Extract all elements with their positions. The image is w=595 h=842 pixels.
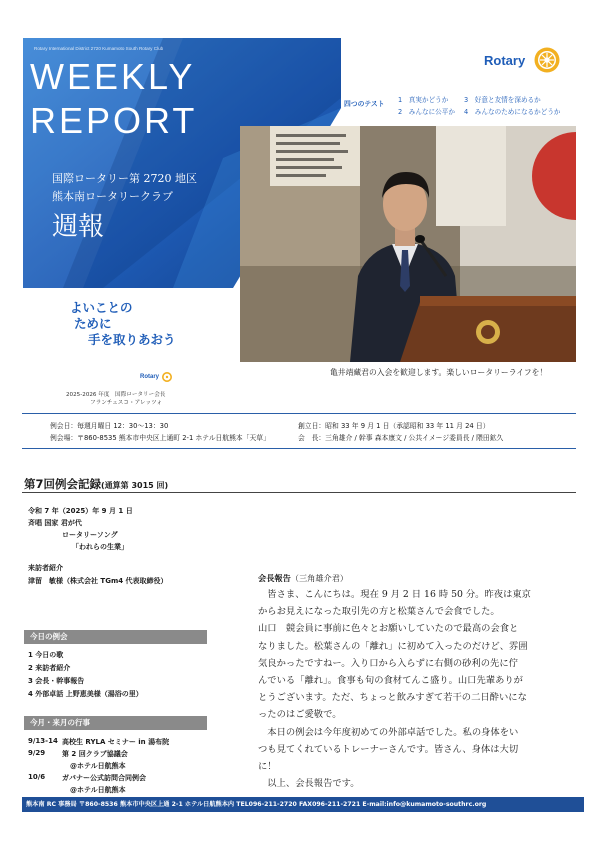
officers: 会 長：三角雄介 / 幹事 森本康文 / 公共イメージ委員長 / 隈田鉱久 (298, 434, 504, 442)
president-year: 2025-2026 年度 国際ロータリー会長 (66, 392, 166, 398)
small-wheel-icon (162, 372, 172, 382)
photo-caption: 亀井靖藏君の入会を歓迎します。楽しいロータリーライフを！ (330, 368, 548, 377)
meeting-date: 令和 7 年（2025）年 9 月 1 日 (28, 507, 133, 515)
today-item: 2 来訪者紹介 (28, 664, 71, 672)
report-line: に！ (258, 761, 277, 773)
report-line: とうございます。ただ、ちょっと飲みすぎて若干の二日酔いにな (258, 692, 527, 704)
today-item: 1 今日の歌 (28, 651, 64, 659)
rotary-logo-text: Rotary (484, 53, 526, 68)
divider (22, 492, 576, 493)
report-line: 皆さま、こんにちは。現在 9 月 2 日 16 時 50 分。昨夜は東京 (267, 589, 531, 600)
four-way-test-item: 4 みんなのためになるかどうか (464, 108, 561, 116)
meeting-day: 例会日：毎週月曜日 12：30〜13：30 (50, 422, 169, 430)
four-way-test-item: 3 好意と友情を深めるか (464, 96, 541, 104)
divider (22, 413, 576, 414)
anthem: 斉唱 国家 君が代 (28, 519, 82, 527)
today-item: 3 会長・幹事報告 (28, 677, 85, 685)
event-date: 10/6 (28, 773, 46, 781)
report-line: んでいる「離れ」。食事も旬の食材てんこ盛り。山口先輩ありが (258, 675, 523, 687)
event-text: @ホテル日航熊本 (70, 786, 126, 794)
president-name: フランチェスコ・アレッツォ (90, 400, 163, 406)
report-line: ったのはご愛敬で。 (258, 709, 342, 721)
event-date: 9/13-14 (28, 737, 58, 745)
report-line: 気良かったですねー。入り口から入らずに右側の砂利の先に佇 (258, 657, 518, 669)
four-way-test-item: 2 みんなに公平か (398, 108, 455, 116)
shuho-title: 週報 (52, 212, 105, 242)
today-item: 4 外部卓話 上野恵美様（湯浴の里） (28, 690, 143, 698)
slogan-line-1: よいことの (70, 300, 133, 315)
office-contact-footer: 熊本南 RC 事務局 〒860-8536 熊本市中央区上通 2-1 ホテル日航熊本内 TEL096-211-2720 FAX096-211-2721 E-mail:info@kumamoto-southrc.org (22, 797, 584, 812)
slogan-line-3: 手を取りあおう (88, 332, 176, 347)
report-line: からお見えになった取引先の方と松葉さんで会食でした。 (258, 606, 500, 618)
report-line: なりました。松葉さんの「離れ」に初めて入ったのだけど、雰囲 (258, 640, 528, 652)
report-line: 本日の例会は今年度初めての外部卓話でした。私の身体をい (267, 726, 519, 738)
visitor-heading: 来訪者紹介 (28, 564, 63, 572)
rotary-theme-mark: Rotary (140, 374, 160, 380)
four-way-test-title: 四つのテスト (344, 100, 385, 108)
president-report-body (258, 586, 576, 792)
events-heading: 今月・来月の行事 (24, 716, 207, 730)
new-member-photo (240, 126, 576, 362)
meeting-record-title: 第7回例会記録(通算第 3015 回) (24, 477, 169, 491)
title-report: REPORT (30, 100, 198, 141)
event-text: @ホテル日航熊本 (70, 762, 126, 770)
song-title: 「われらの生業」 (72, 543, 128, 551)
report-line: 以上、会長報告です。 (267, 778, 360, 790)
today-meeting-heading: 今日の例会 (24, 630, 207, 644)
rotary-wheel-icon (533, 46, 561, 74)
event-text: 高校生 RYLA セミナー in 湯布院 (62, 738, 170, 746)
report-line: 山口 競会員に事前に色々とお願いしていたので最高の会食と (258, 623, 519, 635)
rotary-song: ロータリーソング (62, 531, 118, 539)
visitor-name: 津留 敏様（株式会社 TGm4 代表取締役） (28, 577, 168, 585)
president-report-heading: 会長報告（三角雄介君） (258, 573, 349, 583)
event-date: 9/29 (28, 749, 46, 757)
divider (22, 448, 576, 449)
title-weekly: WEEKLY (30, 56, 196, 97)
district-name: 国際ロータリー第 2720 地区 (52, 172, 197, 185)
report-line: つも見てくれているトレーナーさんです。皆さん、身体は大切 (258, 743, 519, 755)
event-text: 第 2 回クラブ協議会 (62, 750, 128, 758)
event-text: ガバナー公式訪問合同例会 (62, 774, 146, 782)
club-name-english: Rotary International District 2720 Kumamoto South Rotary Club (34, 46, 164, 51)
club-name-japanese: 熊本南ロータリークラブ (52, 190, 173, 203)
four-way-test-item: 1 真実かどうか (398, 96, 449, 104)
meeting-place: 例会場：〒860-8535 熊本市中央区上通町 2-1 ホテル日航熊本「天草」 (50, 434, 270, 442)
slogan-line-2: ために (74, 316, 112, 331)
founded-date: 創立日：昭和 33 年 9 月 1 日（承認昭和 33 年 11 月 24 日） (298, 422, 490, 430)
